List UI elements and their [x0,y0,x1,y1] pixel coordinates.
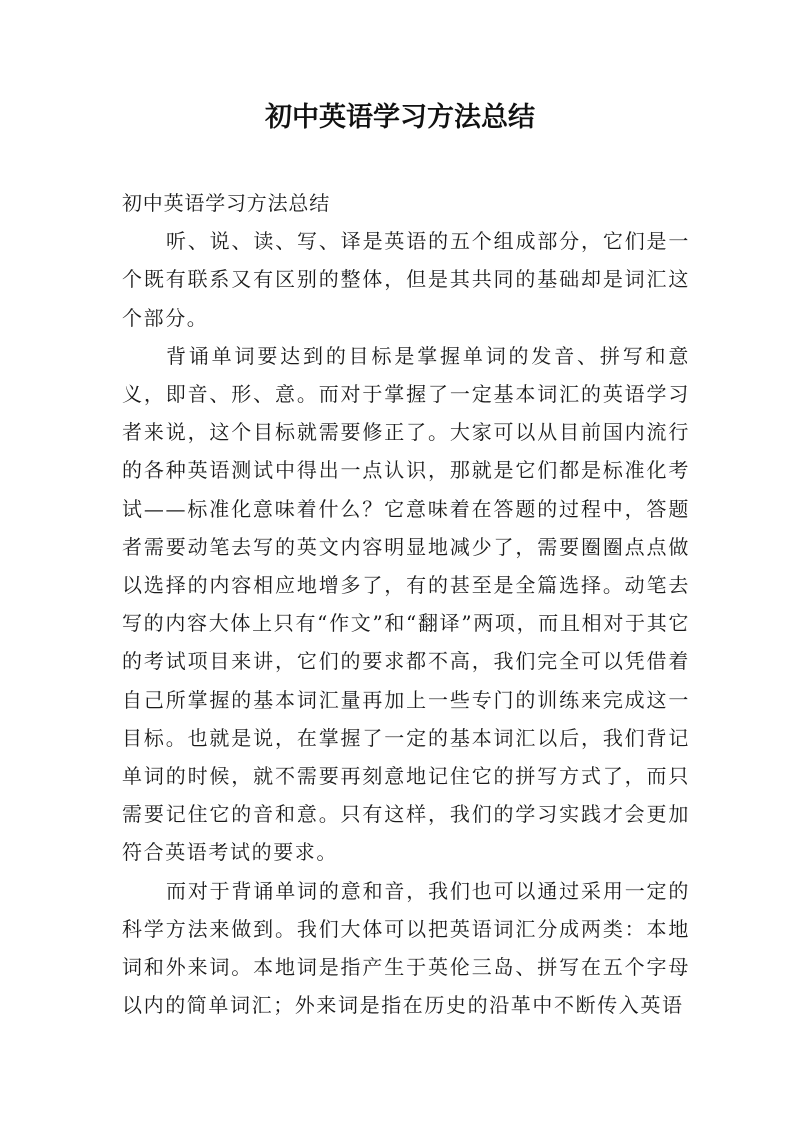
paragraph-1: 听、说、读、写、译是英语的五个组成部分，它们是一个既有联系又有区别的整体，但是其共同的基础却是词汇这个部分。 [122,229,690,330]
document-subtitle: 初中英语学习方法总结 [122,191,330,215]
paragraph-2: 背诵单词要达到的目标是掌握单词的发音、拼写和意义，即音、形、意。而对于掌握了一定基本词汇的英语学习者来说，这个目标就需要修正了。大家可以从目前国内流行的各种英语测试中得出一点认识，那就是它们都是标准化考试——标准化意味着什么？它意味着在答题的过程中，答题者需要动笔去写的英文内容明显地减少了，需要圈圈点点做以选择的内容相应地增多了，有的甚至是全篇选择。动笔去写的内容大体上只有“作文”和“翻译”两项，而且相对于其它的考试项目来讲，它们的要求都不高，我们完全可以凭借着自己所掌握的基本词汇量再加上一些专门的训练来完成这一目标。也就是说，在掌握了一定的基本词汇以后，我们背记单词的时候，就不需要再刻意地记住它的拼写方式了，而只需要记住它的音和意。只有这样，我们的学习实践才会更加符合英语考试的要求。 [122,343,690,865]
document-body [122,184,690,1024]
document-title: 初中英语学习方法总结 [265,102,535,133]
paragraph-3: 而对于背诵单词的意和音，我们也可以通过采用一定的科学方法来做到。我们大体可以把英语词汇分成两类：本地词和外来词。本地词是指产生于英伦三岛、拼写在五个字母以内的简单词汇；外来词是指在历史的沿革中不断传入英语 [122,878,690,1018]
